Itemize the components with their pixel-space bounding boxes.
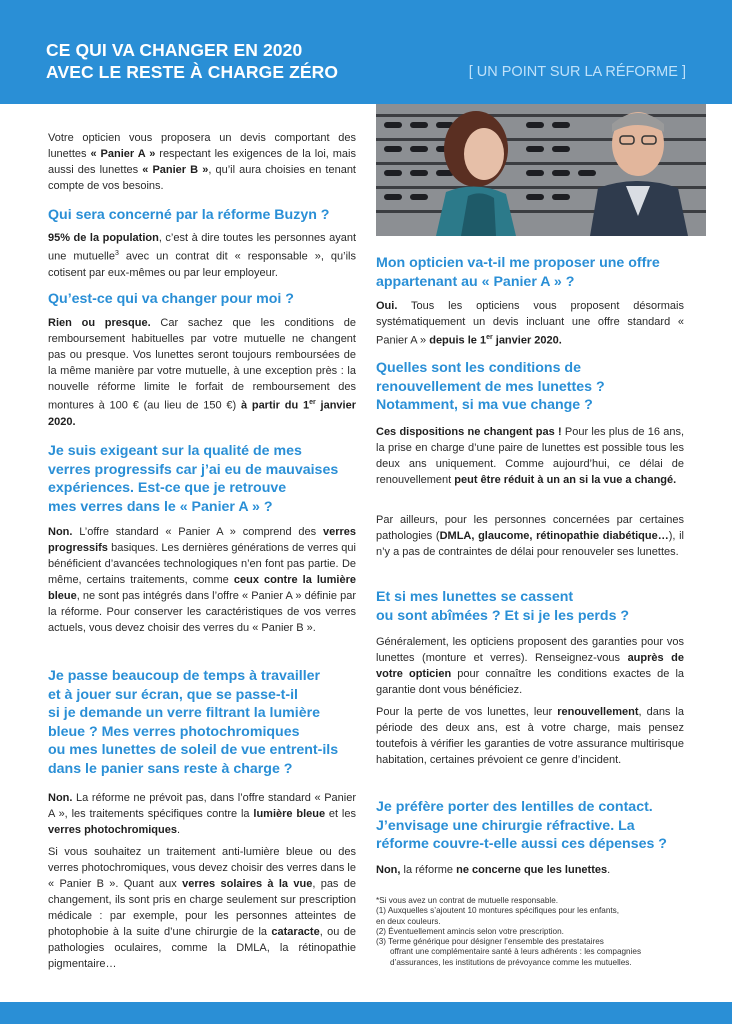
footnote: offrant une complémentaire santé à leurs adhérents : les compagnies [390, 947, 642, 957]
q1-answer: 95% de la population, c’est à dire toutes les personnes ayant une mutuelle$^3$ avec un contrat dit « responsable », qu’ils cotisent par eux-mêmes ou par leur employeur. [48, 232, 357, 279]
footnote: en deux couleurs. [376, 916, 441, 926]
footnote: d’assurances, les institutions de prévoyance comme les mutuelles. [390, 957, 632, 967]
page-title: CE QUI VA CHANGER EN 2020 AVEC LE RESTE À CHARGE ZÉRO [46, 40, 339, 82]
q5-heading: Mon opticien va-t-il me proposer une offre appartenant au « Panier A » ? [376, 255, 660, 290]
q3-answer: Non. L’offre standard « Panier A » comprend des verres progressifs basiques. Les dernières générations de verres qui bénéficient d’avancées technologiques n’en font pas partie. De même, certains traitements, comme ceux contre la lumière bleue, ne sont pas intégrés dans l’offre « Panier A » définie par la réforme. Pour conserver les caractéristiques de vos verres actuels, vous devez choisir des verres du « Panier B ». [48, 526, 356, 634]
q1-heading: Qui sera concerné par la réforme Buzyn ? [48, 207, 330, 223]
q6-heading: Quelles sont les conditions de renouvellement de mes lunettes ? Notamment, si ma vue change ? [376, 360, 605, 413]
footer-band [0, 1002, 732, 1024]
footnote: *Si vous avez un contrat de mutuelle responsable. [376, 896, 559, 905]
q4-answer-2: Si vous souhaitez un traitement anti-lumière bleue ou des verres photochromiques, vous devez choisir des verres dans le « Panier B ». Quant aux verres solaires à la vue, pas de changement, ils sont pris en charge seulement sur prescription médicale : par exemple, pour les personnes atteintes de photophobie à la suite d’une chirurgie de la cataracte, ou de pathologies oculaires, comme la DMLA, la rétinopathie pigmentaire… [48, 846, 357, 970]
q7-answer-2: Pour la perte de vos lunettes, leur renouvellement, dans la période des deux ans, est à votre charge, mais pensez toutefois à vérifier les garanties de votre assurance multirisque habitation, certaines prévoient ce genre d’incident. [376, 706, 684, 766]
header-tagline: [ UN POINT SUR LA RÉFORME ] [468, 64, 686, 80]
q5-answer: Oui. Tous les opticiens vous proposent désormais systématiquement un devis incluant une offre standard « Panier A » depuis le 1er janvier 2020. [376, 300, 684, 347]
q8-heading: Je préfère porter des lentilles de contact. J’envisage une chirurgie réfractive. La réforme couvre-t-elle aussi ces dépenses ? [376, 799, 667, 852]
q7-heading: Et si mes lunettes se cassent ou sont abîmées ? Et si je les perds ? [376, 589, 630, 624]
footnote: (3) Terme générique pour désigner l’ensemble des prestataires [376, 937, 604, 947]
footnote: (2) Éventuellement amincis selon votre prescription. [376, 926, 564, 936]
q3-heading: Je suis exigeant sur la qualité de mes verres progressifs car j’ai eu de mauvaises expériences. Est-ce que je retrouve mes verres dans le « Panier A » ? [48, 443, 339, 515]
intro-paragraph: Votre opticien vous proposera un devis comportant des lunettes « Panier A » respectant les exigences de la loi, mais aussi des lunettes « Panier B », qu’il aura choisies en tenant compte de vos besoins. [48, 132, 356, 192]
q4-answer-1: Non. La réforme ne prévoit pas, dans l’offre standard « Panier A », les traitements spécifiques contre la lumière bleue et les verres photochromiques. [48, 792, 356, 836]
header-banner [0, 0, 732, 104]
q2-answer: Rien ou presque. Car sachez que les conditions de remboursement habituelles par votre mutuelle ne changent pas ou presque. Vos lunettes seront toujours remboursées de la même manière par votre mutuelle, à une exception près : la nouvelle réforme limite le forfait de remboursement des montures à 100 € (au lieu de 150 €) à partir du 1er janvier 2020. [48, 317, 356, 428]
q2-heading: Qu’est-ce qui va changer pour moi ? [48, 291, 294, 307]
footnotes [376, 896, 696, 968]
q4-heading: Je passe beaucoup de temps à travailler et à jouer sur écran, que se passe-t-il si je demande un verre filtrant la lumière bleue ? Mes verres photochromiques ou mes lunettes de soleil de vue entrent-ils dans le panier sans reste à charge ? [48, 668, 339, 777]
footnote: (1) Auxquelles s’ajoutent 10 montures spécifiques pour les enfants, [376, 906, 620, 916]
q6-answer-2: Par ailleurs, pour les personnes concernées par certaines pathologies (DMLA, glaucome, rétinopathie diabétique…), il n’y a pas de contraintes de délai pour renouveler ses lunettes. [376, 514, 684, 558]
q6-answer-1: Ces dispositions ne changent pas ! Pour les plus de 16 ans, la prise en charge d’une paire de lunettes est possible tous les deux ans uniquement. Comme aujourd’hui, ce délai de renouvellement peut être réduit à un an si la vue a changé. [376, 426, 685, 486]
q7-answer-1: Généralement, les opticiens proposent des garanties pour vos lunettes (monture et verres). Renseignez-vous auprès de votre opticien pour connaître les conditions exactes de la garantie dont vous bénéficiez. [376, 636, 685, 696]
q8-answer: Non, la réforme ne concerne que les lunettes. [376, 864, 611, 876]
optician-photo [376, 104, 706, 236]
optician-photo-illustration [376, 104, 706, 236]
